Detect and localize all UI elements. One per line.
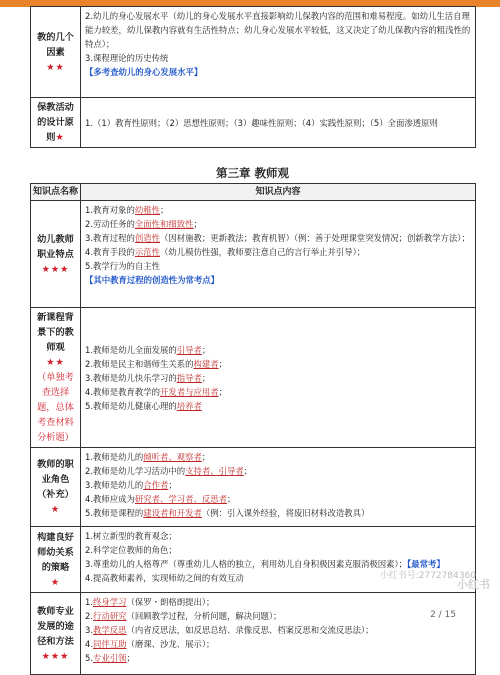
knowledge-content-cell: [81, 7, 476, 98]
key-term: 同伴互助: [93, 639, 127, 649]
table-row: [31, 201, 476, 308]
table-row: [31, 308, 476, 448]
key-term: 研究者、学习者、反思者: [134, 494, 227, 504]
star-rating: ★: [55, 132, 65, 143]
content-line: 3.尊重幼儿的人格尊严（尊重幼儿人格的独立，利用幼儿自身积极因素克服消极因素）；【最常考】: [85, 559, 445, 569]
watermark-id: 小红书号:2772784360: [379, 571, 476, 581]
key-term: 建设者和开发者: [143, 508, 202, 518]
exam-highlight: 【其中教育过程的创造性为常考点】: [85, 275, 219, 285]
key-term: 倾听者、观察者: [143, 452, 202, 462]
key-term: 构建者: [193, 358, 219, 369]
knowledge-content-cell: [81, 593, 476, 675]
table-row: [31, 7, 476, 98]
knowledge-name: 教的几个因素: [37, 31, 74, 58]
knowledge-content-cell: [81, 201, 476, 308]
content-line: 2.行动研究（回顾教学过程，分析问题，解决问题）；: [85, 611, 282, 621]
knowledge-name: 教师专业发展的途径和方法: [37, 605, 74, 647]
exam-highlight: 【最常考】: [407, 559, 445, 569]
table-header-row: [31, 184, 476, 201]
table-row: [31, 448, 476, 527]
content-line: 3.教育过程的创造性（因材施教；更新教法；教育机智）（例：善于处理课堂突发情况；创新教学方法）；: [85, 233, 470, 243]
content-line: 5.专业引领；: [85, 653, 135, 663]
knowledge-name-cell: [31, 593, 81, 675]
key-term: 合作者: [143, 480, 169, 490]
star-rating: ★★★: [41, 263, 70, 275]
knowledge-name-cell: [31, 448, 81, 527]
knowledge-content-cell: [81, 98, 476, 148]
content-line: 3.教师是幼儿快乐学习的指导者；: [85, 372, 211, 383]
content-line: 3.教师是幼儿的合作者；: [85, 480, 177, 490]
knowledge-name-cell: [31, 98, 81, 148]
content-line: 2.教师是民主和谐师生关系的构建者；: [85, 358, 227, 369]
header-knowledge-content: 知识点内容: [81, 184, 476, 201]
key-term: 行动研究: [93, 611, 127, 621]
knowledge-name-cell: [31, 201, 81, 308]
key-term: 终身学习: [93, 597, 127, 607]
key-term: 培养者: [176, 400, 202, 411]
knowledge-content-cell: [81, 308, 476, 448]
knowledge-name: 教师的职业角色（补充）: [37, 459, 74, 500]
chapter-table: [30, 183, 476, 675]
header-knowledge-name: 知识点名称: [31, 184, 81, 201]
star-rating: ★: [50, 504, 61, 515]
continued-table: [30, 6, 476, 148]
content-line: 5.教师是课程的建设者和开发者（例：引入课外经验，将废旧材料改造教具）: [85, 508, 370, 518]
content-line: 4.教师是教育教学的开发者与应用者；: [85, 386, 227, 397]
content-line: 4.教师应成为研究者、学习者、反思者；: [85, 494, 236, 504]
content-line: 5.教学行为的自主性: [85, 261, 160, 271]
content-line: 2.幼儿的身心发展水平（幼儿的身心发展水平直接影响幼儿保教内容的范围和难易程度。如幼儿生活自理能力较差，幼儿保教内容就有生活性特点；幼儿身心发展水平较低，这又决定了幼儿保教内容的粗浅性的特点）；: [85, 11, 471, 49]
page-number: 2 / 15: [430, 610, 456, 620]
key-term: 支持者、引导者: [185, 466, 244, 476]
table-row: [31, 98, 476, 148]
chapter-title: 第三章 教师观: [215, 166, 289, 180]
star-rating: ★★: [46, 357, 65, 368]
key-term: 开发者与应用者: [160, 386, 219, 397]
key-term: 引导者: [176, 344, 202, 355]
key-term: 示范性: [134, 247, 160, 257]
content-line: 3.课程理论的历史传统: [85, 53, 169, 63]
content-line: 4.教育手段的示范性（幼儿模仿性强，教师要注意自己的言行举止并引导）；: [85, 247, 366, 257]
key-term: 幼稚性: [134, 205, 160, 215]
key-term: 全面性和细致性: [134, 219, 194, 229]
exam-highlight: 【多考查幼儿的身心发展水平】: [85, 67, 203, 77]
knowledge-content-cell: [81, 448, 476, 527]
knowledge-name-cell: [31, 7, 81, 98]
content-line: 4.提高教师素养，实现师幼之间的有效互动: [85, 573, 244, 583]
content-line: 2.教师是幼儿学习活动中的支持者、引导者；: [85, 466, 253, 476]
content-line: 2.劳动任务的全面性和细致性；: [85, 219, 202, 229]
knowledge-content-cell: [81, 527, 476, 593]
content-line: 1.终身学习（保罗・朗格朗提出）；: [85, 597, 215, 607]
content-line: 5.教师是幼儿健康心理的培养者: [85, 400, 202, 411]
content-line: 1.教师是幼儿全面发展的引导者；: [85, 344, 211, 355]
star-rating: ★: [50, 576, 61, 588]
content-line: 4.同伴互助（磨课、沙龙、展示）；: [85, 639, 215, 649]
content-line: 1.树立新型的教育观念；: [85, 531, 177, 541]
key-term: 创造性: [134, 233, 160, 243]
star-rating: ★★: [46, 61, 65, 73]
content-line: 3.教学反思（内省反思法，如反思总结、录像反思、档案反思和交流反思法）；: [85, 625, 374, 635]
star-rating: ★★★: [41, 650, 70, 662]
table-row: [31, 527, 476, 593]
content-line: 1.教师是幼儿的倾听者、观察者；: [85, 452, 211, 462]
knowledge-name: 构建良好师幼关系的策略: [37, 531, 74, 573]
knowledge-name: 新课程背景下的教师观: [37, 312, 74, 353]
knowledge-name: 保教活动的设计原则: [37, 102, 74, 143]
key-term: 专业引领: [93, 653, 127, 663]
knowledge-name-cell: [31, 308, 81, 448]
table-row: [31, 593, 476, 675]
content-line: 1.（1）教育性原则；（2）思想性原则；（3）趣味性原则；（4）实践性原则；（5）全面渗透原则: [85, 117, 438, 128]
content-line: 1.教育对象的幼稚性；: [85, 205, 169, 215]
watermark-logo: 小红书: [457, 578, 490, 591]
knowledge-name: 幼儿教师职业特点: [37, 233, 74, 260]
knowledge-name-cell: [31, 527, 81, 593]
key-term: 指导者: [176, 372, 202, 383]
exam-note: （单独考查选择题，总体考查材料分析题）: [37, 372, 74, 443]
key-term: 教学反思: [93, 625, 127, 635]
content-line: 2.科学定位教师的角色；: [85, 545, 177, 555]
